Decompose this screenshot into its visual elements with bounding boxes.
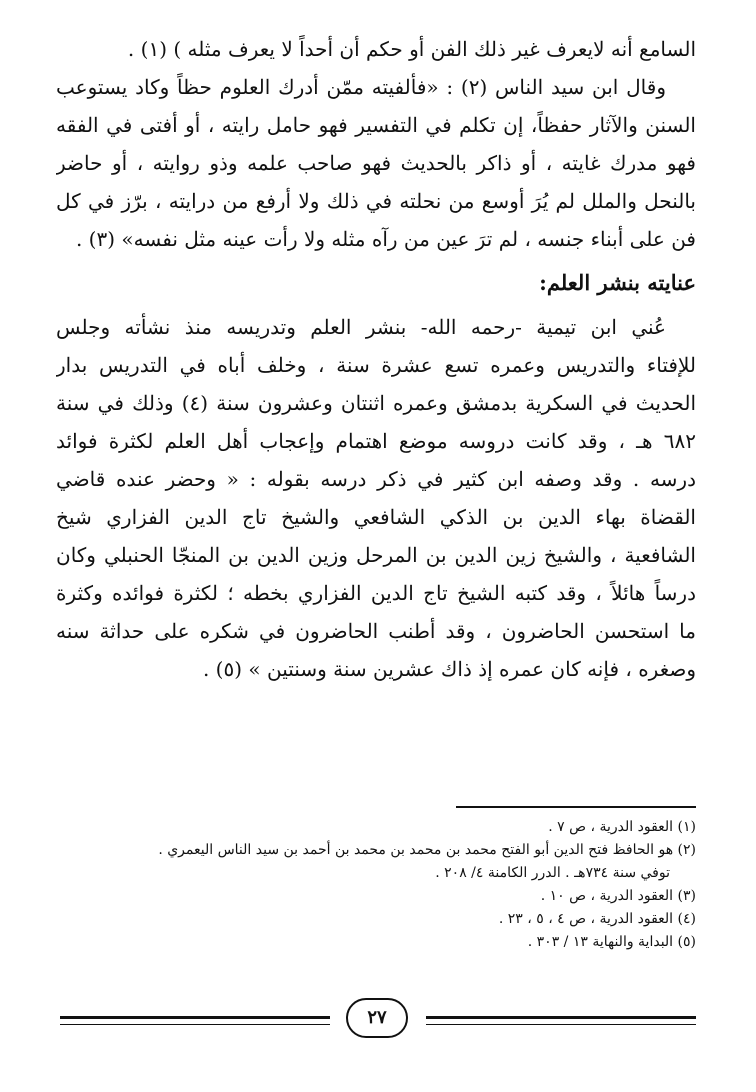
text-line: وقال ابن سيد الناس (٢) : «فألفيته ممّن أدرك العلوم حظاً وكاد يستوعب: [56, 75, 666, 99]
footnotes: [46, 817, 696, 955]
text-line: درسه . وقد وصفه ابن كثير في ذكر درسه بقوله : « وحضر عنده قاضي: [56, 467, 696, 491]
text-line: وصغره ، فإنه كان عمره إذ ذاك عشرين سنة وسنتين » (٥) .: [202, 657, 696, 681]
footnote: (٤) العقود الدرية ، ص ٤ ، ٥ ، ٢٣ .: [498, 911, 696, 927]
footnote: (٥) البداية والنهاية ١٣ / ٣٠٣ .: [527, 934, 696, 950]
footnote: (١) العقود الدرية ، ص ٧ .: [548, 819, 696, 835]
footnote-continuation: توفي سنة ٧٣٤هـ . الدرر الكامنة ٤/ ٢٠٨ .: [435, 865, 670, 881]
text-line: ما استحسن الحاضرون ، وقد أطنب الحاضرون في شكره على حداثة سنه: [56, 619, 696, 643]
text-line: السنن والآثار حفظاً، إن تكلم في التفسير فهو حامل رايته ، أو أفتى في الفقه: [56, 113, 696, 137]
page-number: ٢٧: [346, 998, 408, 1038]
section-heading: عنايته بنشر العلم:: [539, 270, 696, 295]
text-line: بالنحل والملل لم يُرَ أوسع من نحلته في ذلك ولا أرفع من درايته ، برّز في كل: [56, 189, 696, 213]
text-line: درساً هائلاً ، وقد كتبه الشيخ تاج الدين الفزاري بخطه ؛ لكثرة فوائده وكثرة: [56, 581, 696, 605]
text-line: الحديث في السكرية بدمشق وعمره اثنتان وعشرون سنة (٤) وذلك في سنة: [56, 391, 696, 415]
text-line: ٦٨٢ هـ ، وقد كانت دروسه موضع اهتمام وإعجاب أهل العلم لكثرة فوائد: [56, 429, 696, 453]
page-footer-rule-right: [426, 1016, 696, 1025]
text-line: السامع أنه لايعرف غير ذلك الفن أو حكم أن أحداً لا يعرف مثله ) (١) .: [127, 37, 696, 61]
footnote: (٣) العقود الدرية ، ص ١٠ .: [540, 888, 696, 904]
footnote: (٢) هو الحافظ فتح الدين أبو الفتح محمد بن محمد بن محمد بن أحمد بن سيد الناس اليعمري .: [158, 842, 696, 858]
page-footer-rule-left: [60, 1016, 330, 1025]
main-text: [56, 34, 696, 692]
text-line: للإفتاء والتدريس وعمره تسع عشرة سنة ، وخلف أباه في التدريس بدار: [56, 353, 696, 377]
text-line: عُني ابن تيمية -رحمه الله- بنشر العلم وتدريسه منذ نشأته وجلس: [56, 315, 666, 339]
text-line: فهو مدرك غايته ، أو ذاكر بالحديث فهو صاحب علمه وذو روايته ، أو حاضر: [56, 151, 696, 175]
text-line: فن على أبناء جنسه ، لم ترَ عين من رآه مثله ولا رأت عينه مثل نفسه» (٣) .: [75, 227, 696, 251]
footnote-separator: [456, 806, 696, 808]
text-line: القضاة بهاء الدين بن الذكي الشافعي والشيخ تاج الدين الفزاري شيخ: [56, 505, 696, 529]
text-line: الشافعية ، والشيخ زين الدين بن المرحل وزين الدين بن المنجّا الحنبلي وكان: [56, 543, 696, 567]
